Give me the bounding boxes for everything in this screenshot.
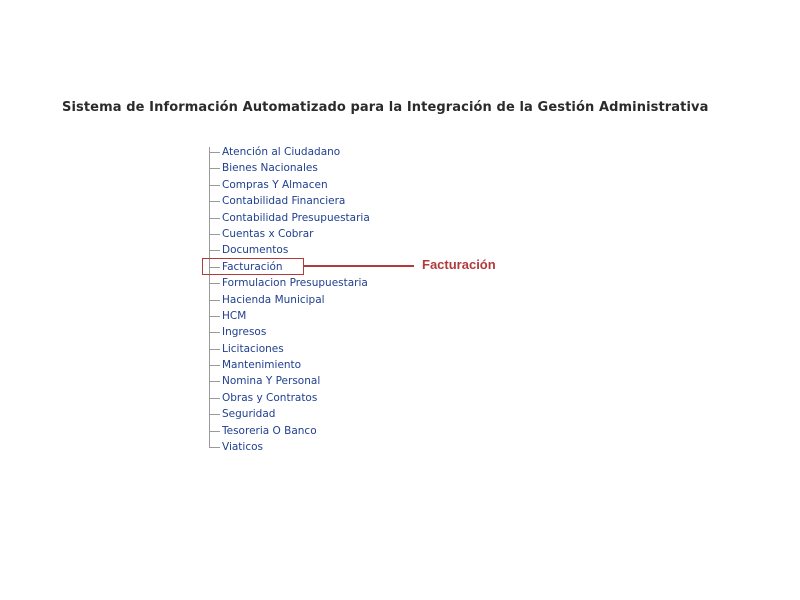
module-link-ingresos[interactable]: Ingresos <box>222 326 267 339</box>
tree-branch-icon <box>209 201 220 202</box>
module-link-hacienda-municipal[interactable]: Hacienda Municipal <box>222 293 325 306</box>
module-link-contabilidad-presupuestaria[interactable]: Contabilidad Presupuestaria <box>222 211 370 224</box>
tree-branch-icon <box>209 250 220 251</box>
module-item-hcm <box>209 308 370 324</box>
tree-branch-icon <box>209 300 220 301</box>
module-link-cuentas-cobrar[interactable]: Cuentas x Cobrar <box>222 227 314 240</box>
module-item-cuentas-cobrar <box>209 226 370 242</box>
module-link-licitaciones[interactable]: Licitaciones <box>222 342 284 355</box>
tree-branch-icon <box>209 349 220 350</box>
annotation-highlight-box <box>202 258 304 275</box>
module-link-facturacion[interactable]: Facturación <box>222 260 283 273</box>
module-link-bienes-nacionales[interactable]: Bienes Nacionales <box>222 162 318 175</box>
tree-branch-icon <box>209 168 220 169</box>
module-link-compras-almacen[interactable]: Compras Y Almacen <box>222 178 328 191</box>
tree-branch-icon <box>209 234 220 235</box>
module-link-documentos[interactable]: Documentos <box>222 244 289 257</box>
tree-branch-icon <box>209 414 220 415</box>
tree-branch-icon <box>209 218 220 219</box>
annotation-label: Facturación <box>422 257 496 272</box>
tree-branch-icon <box>209 447 220 448</box>
module-link-formulacion-presupuestaria[interactable]: Formulacion Presupuestaria <box>222 277 368 290</box>
module-item-compras-almacen <box>209 177 370 193</box>
tree-branch-icon <box>209 398 220 399</box>
module-link-viaticos[interactable]: Viaticos <box>222 441 264 454</box>
module-item-contabilidad-presupuestaria <box>209 210 370 226</box>
module-link-atencion-ciudadano[interactable]: Atención al Ciudadano <box>222 146 341 158</box>
tree-branch-icon <box>209 152 220 153</box>
module-link-contabilidad-financiera[interactable]: Contabilidad Financiera <box>222 195 346 208</box>
module-item-tesoreria-banco <box>209 423 370 439</box>
module-item-bienes-nacionales <box>209 160 370 176</box>
module-item-seguridad <box>209 406 370 422</box>
tree-branch-icon <box>209 316 220 317</box>
tree-branch-icon <box>209 283 220 284</box>
module-item-ingresos <box>209 324 370 340</box>
module-item-atencion-ciudadano <box>209 144 370 160</box>
module-item-hacienda-municipal <box>209 292 370 308</box>
module-item-contabilidad-financiera <box>209 193 370 209</box>
module-link-hcm[interactable]: HCM <box>222 309 247 322</box>
module-link-seguridad[interactable]: Seguridad <box>222 408 276 421</box>
module-tree <box>209 144 370 455</box>
tree-branch-icon <box>209 365 220 366</box>
tree-branch-icon <box>209 381 220 382</box>
module-link-tesoreria-banco[interactable]: Tesoreria O Banco <box>222 424 317 437</box>
module-link-mantenimiento[interactable]: Mantenimiento <box>222 359 302 372</box>
module-item-nomina-personal <box>209 373 370 389</box>
tree-branch-icon <box>209 185 220 186</box>
module-item-mantenimiento <box>209 357 370 373</box>
module-link-obras-contratos[interactable]: Obras y Contratos <box>222 391 318 404</box>
annotation-callout-line <box>304 265 414 267</box>
module-item-documentos <box>209 242 370 258</box>
module-item-viaticos <box>209 439 370 455</box>
module-item-licitaciones <box>209 341 370 357</box>
tree-branch-icon <box>209 431 220 432</box>
module-item-obras-contratos <box>209 390 370 406</box>
module-link-nomina-personal[interactable]: Nomina Y Personal <box>222 375 321 388</box>
module-item-formulacion-presupuestaria <box>209 275 370 291</box>
tree-branch-icon <box>209 332 220 333</box>
page-title: Sistema de Información Automatizado para la Integración de la Gestión Administrativa <box>62 100 709 115</box>
